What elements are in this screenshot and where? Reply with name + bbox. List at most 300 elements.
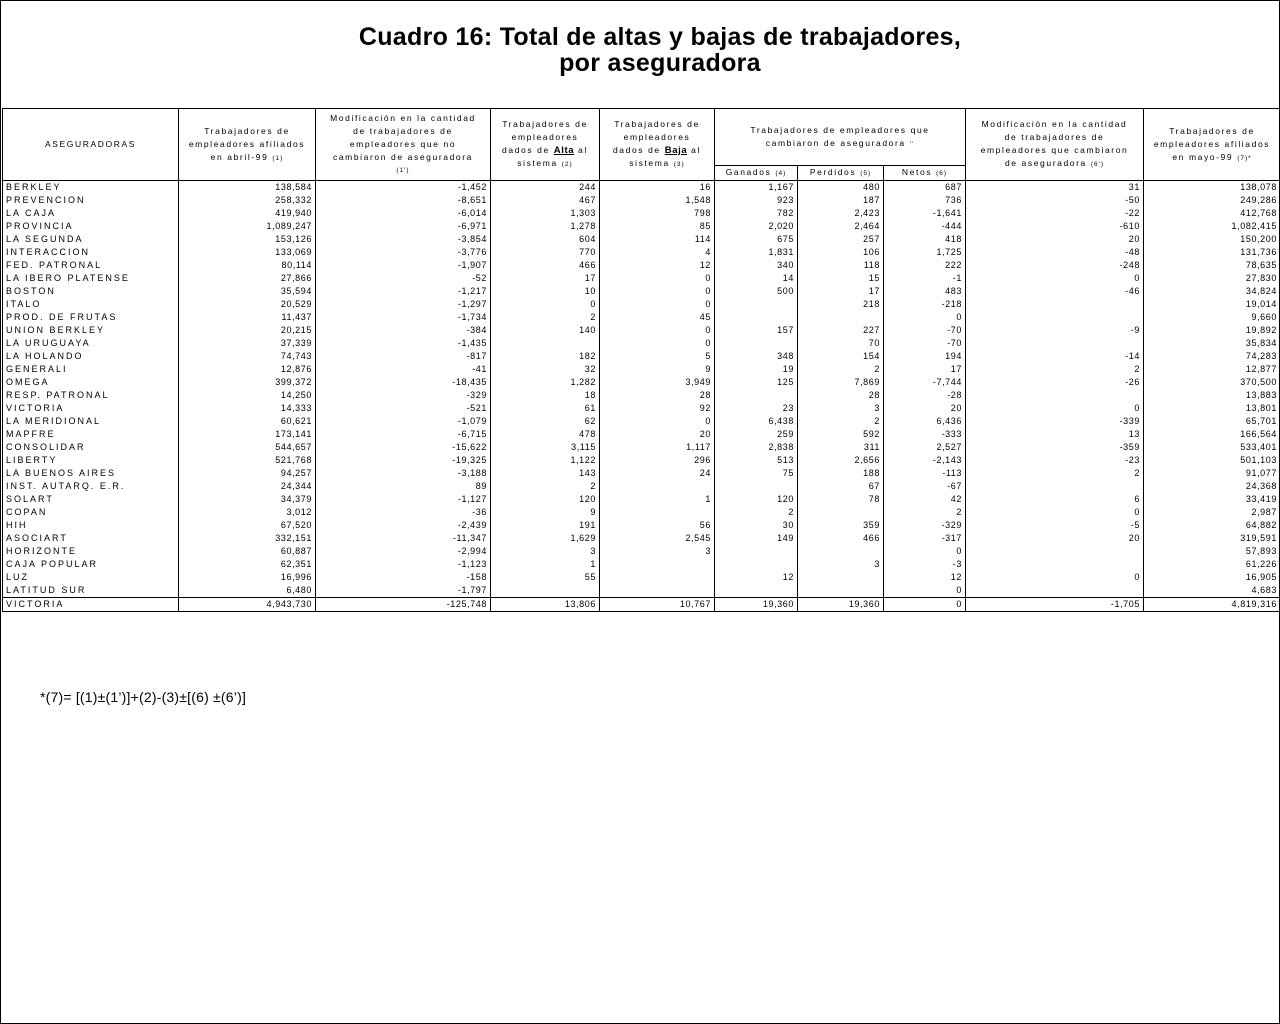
table-row [3,428,1280,441]
aseguradora-name: HORIZONTE [3,545,179,558]
header-group-text: cambiaron de aseguradora [765,137,906,148]
table-cell: 78 [798,493,884,506]
table-cell: 9 [600,363,715,376]
table-row [3,506,1280,519]
aseguradora-name: ITALO [3,298,179,311]
table-cell [715,298,798,311]
table-cell: 3 [491,545,600,558]
table-cell: 31 [966,181,1144,195]
table-cell: -8,651 [316,194,491,207]
table-cell: 1,303 [491,207,600,220]
aseguradora-name: LIBERTY [3,454,179,467]
table-cell: 1,629 [491,532,600,545]
table-cell: -1,907 [316,259,491,272]
table-row [3,376,1280,389]
table-cell: -1,079 [316,415,491,428]
header-perdidos [798,166,884,181]
table-row [3,324,1280,337]
table-cell: 23 [715,402,798,415]
table-cell: 0 [966,506,1144,519]
table-cell [798,506,884,519]
table-cell: 2 [491,311,600,324]
table-cell: 412,768 [1144,207,1280,220]
header-col-1 [179,109,316,181]
header-aseguradoras: ASEGURADORAS [3,109,179,181]
table-cell: 32 [491,363,600,376]
table-cell: 154 [798,350,884,363]
table-cell: 1,282 [491,376,600,389]
table-row [3,233,1280,246]
table-cell: -2,143 [884,454,966,467]
table-row [3,454,1280,467]
table-cell: 2 [966,363,1144,376]
table-cell: 182 [491,350,600,363]
table-cell: 55 [491,571,600,584]
table-cell: 28 [600,389,715,402]
header-col-9-line: empleadores afiliados [1153,138,1271,149]
header-col-9-text: en mayo-99 [1172,151,1234,162]
table-cell: 3,115 [491,441,600,454]
table-cell: 3,012 [179,506,316,519]
table-cell: 61,226 [1144,558,1280,571]
table-cell: -444 [884,220,966,233]
table-cell [798,584,884,598]
table-cell: 20,215 [179,324,316,337]
table-cell: 2 [491,480,600,493]
table-cell: 19,360 [715,598,798,612]
table-cell: 296 [600,454,715,467]
table-cell: 60,887 [179,545,316,558]
table-cell: 12 [884,571,966,584]
table-cell: 13 [966,428,1144,441]
table-cell: 258,332 [179,194,316,207]
header-col-4-text: al [691,145,701,155]
table-cell [600,571,715,584]
table-cell [715,584,798,598]
table-cell: 20 [600,428,715,441]
header-col-1-text: en abril-99 [210,151,269,162]
table-cell: 17 [491,272,600,285]
table-cell: -1,123 [316,558,491,571]
table-cell: 359 [798,519,884,532]
table-cell: 3 [798,402,884,415]
table-cell [715,480,798,493]
header-col-2-line: de trabajadores de [353,126,453,136]
table-cell: -333 [884,428,966,441]
aseguradora-name: COPAN [3,506,179,519]
table-row [3,311,1280,324]
table-cell: 5 [600,350,715,363]
header-group-cambiaron [715,109,966,166]
header-col-3-line: Trabajadores de [502,119,588,129]
table-cell: 62,351 [179,558,316,571]
table-cell [600,558,715,571]
aseguradora-name: PROVINCIA [3,220,179,233]
table-cell: 332,151 [179,532,316,545]
table-cell: -7,744 [884,376,966,389]
table-cell [715,337,798,350]
table-cell [600,480,715,493]
header-ganados-text: Ganados [725,167,772,177]
aseguradora-name: LUZ [3,571,179,584]
header-netos [884,166,966,181]
table-cell: 319,591 [1144,532,1280,545]
table-cell: -67 [884,480,966,493]
table-cell: -1,641 [884,207,966,220]
table-cell: 17 [884,363,966,376]
table-cell: -3,776 [316,246,491,259]
table-cell: -817 [316,350,491,363]
table-cell: 1 [491,558,600,571]
table-cell: 30 [715,519,798,532]
table-cell: 7,869 [798,376,884,389]
table-cell: -329 [884,519,966,532]
aseguradora-name: UNION BERKLEY [3,324,179,337]
aseguradora-name: BERKLEY [3,181,179,195]
table-cell: 2,838 [715,441,798,454]
table-cell: 311 [798,441,884,454]
header-col-2 [316,109,491,181]
table-cell: -1,797 [316,584,491,598]
table-row [3,519,1280,532]
table-cell: 24 [600,467,715,480]
table-cell: 13,883 [1144,389,1280,402]
table-cell: 6 [966,493,1144,506]
table-cell: 0 [884,545,966,558]
aseguradora-name: ASOCIART [3,532,179,545]
formula-footnote: *(7)= [(1)±(1’)]+(2)-(3)±[(6) ±(6’)] [40,689,247,705]
table-cell [798,571,884,584]
header-col-2-line: cambiaron de aseguradora [333,152,473,162]
table-cell: 85 [600,220,715,233]
table-cell: 2,527 [884,441,966,454]
table-cell: 75 [715,467,798,480]
table-cell: 191 [491,519,600,532]
header-col-1-line: Trabajadores de [204,125,290,136]
table-cell: 14 [715,272,798,285]
table-row [3,480,1280,493]
table-cell: 14,333 [179,402,316,415]
table-cell: -329 [316,389,491,402]
header-col-4-text: sistema [629,158,670,168]
table-row [3,571,1280,584]
table-cell: 259 [715,428,798,441]
table-cell: 6,438 [715,415,798,428]
table-cell: 12,876 [179,363,316,376]
table-cell: 24,344 [179,480,316,493]
table-cell: -26 [966,376,1144,389]
header-col-8-line [966,157,1143,171]
table-row [3,467,1280,480]
table-cell [966,311,1144,324]
table-cell: 89 [316,480,491,493]
table-cell: 20 [966,532,1144,545]
table-cell: 91,077 [1144,467,1280,480]
header-col-8-text: de aseguradora [1004,158,1087,168]
header-col-1-ref: (1) [272,154,284,162]
table-cell: 16 [600,181,715,195]
table-cell: 28 [798,389,884,402]
header-col-2-ref: (1') [396,167,410,174]
table-cell: 2 [798,363,884,376]
table-cell: 0 [600,337,715,350]
header-group-line [715,137,965,151]
table-cell: -11,347 [316,532,491,545]
table-cell: -1,217 [316,285,491,298]
aseguradora-name: LA BUENOS AIRES [3,467,179,480]
table-cell: 340 [715,259,798,272]
header-alta-keyword: Alta [553,145,575,156]
table-cell: 687 [884,181,966,195]
table-cell: 33,419 [1144,493,1280,506]
table-cell: 61 [491,402,600,415]
aseguradora-name: INTERACCION [3,246,179,259]
table-cell: 56 [600,519,715,532]
table-cell: 0 [966,272,1144,285]
table-cell: -1,297 [316,298,491,311]
table-cell: 150,200 [1144,233,1280,246]
table-cell: -3 [884,558,966,571]
table-cell: -2,439 [316,519,491,532]
table-cell [966,389,1144,402]
table-cell: 19,014 [1144,298,1280,311]
table-cell: 604 [491,233,600,246]
table-cell [966,337,1144,350]
table-cell: 118 [798,259,884,272]
table-cell: -317 [884,532,966,545]
header-col-4 [600,109,715,181]
table-cell: 399,372 [179,376,316,389]
header-col-8-ref: (6') [1090,161,1105,168]
table-cell: 480 [798,181,884,195]
table-cell: 20 [966,233,1144,246]
header-ganados-ref: (4) [775,170,787,177]
table-cell: 0 [600,285,715,298]
header-col-2-line: Modificación en la cantidad [330,113,476,123]
table-cell [715,545,798,558]
table-cell: 4 [600,246,715,259]
table-cell: 13,806 [491,598,600,612]
header-col-4-ref: (3) [673,161,685,168]
header-col-8-line: de trabajadores de [1004,132,1105,142]
table-row [3,181,1280,195]
header-col-3-text: dados de [502,145,550,155]
table-cell: 1,725 [884,246,966,259]
table-cell: 257 [798,233,884,246]
table-row [3,259,1280,272]
table-cell [966,558,1144,571]
data-table [2,108,1280,612]
table-body [3,181,1280,612]
aseguradora-name: PROD. DE FRUTAS [3,311,179,324]
table-cell: 114 [600,233,715,246]
header-perdidos-ref: (5) [860,170,872,177]
table-cell: 153,126 [179,233,316,246]
table-cell: -6,014 [316,207,491,220]
table-cell: -52 [316,272,491,285]
table-row [3,285,1280,298]
table-cell: 17 [798,285,884,298]
table-cell: 19,360 [798,598,884,612]
table-cell: 3,949 [600,376,715,389]
table-row [3,220,1280,233]
table-cell: 1,278 [491,220,600,233]
table-cell: -14 [966,350,1144,363]
table-cell: 466 [798,532,884,545]
table-row [3,532,1280,545]
table-cell: 675 [715,233,798,246]
table-row [3,441,1280,454]
table-cell: -248 [966,259,1144,272]
table-cell: 0 [884,584,966,598]
table-cell: 60,621 [179,415,316,428]
table-cell [798,545,884,558]
table-cell: 125 [715,376,798,389]
table-cell: 4,683 [1144,584,1280,598]
aseguradora-name: LA URUGUAYA [3,337,179,350]
table-cell: 78,635 [1144,259,1280,272]
table-cell: -15,622 [316,441,491,454]
table-cell: 19,892 [1144,324,1280,337]
table-cell [600,506,715,519]
table-cell: 42 [884,493,966,506]
header-col-4-line [600,157,714,171]
header-col-4-text: dados de [612,145,661,155]
table-cell: 94,257 [179,467,316,480]
header-col-9-line: Trabajadores de [1169,125,1255,136]
table-cell: 2,020 [715,220,798,233]
header-col-8-line: Modificación en la cantidad [981,119,1128,129]
aseguradora-name: LA SEGUNDA [3,233,179,246]
table-cell: 173,141 [179,428,316,441]
table-cell: 62 [491,415,600,428]
table-cell: 0 [884,311,966,324]
header-col-2-line: empleadores que no [349,139,457,149]
table-cell: -46 [966,285,1144,298]
aseguradora-name: INST. AUTARQ. E.R. [3,480,179,493]
table-cell: 131,736 [1144,246,1280,259]
table-cell: 37,339 [179,337,316,350]
total-row [3,598,1280,612]
table-cell: 10,767 [600,598,715,612]
header-col-3-line [491,144,599,157]
table-cell: 194 [884,350,966,363]
table-cell: -113 [884,467,966,480]
table-cell: 736 [884,194,966,207]
table-cell [491,584,600,598]
table-cell: 120 [715,493,798,506]
table-cell: 0 [966,571,1144,584]
aseguradora-name: LA CAJA [3,207,179,220]
aseguradora-name: FED. PATRONAL [3,259,179,272]
table-cell: 13,801 [1144,402,1280,415]
aseguradora-name: VICTORIA [3,402,179,415]
table-cell: -384 [316,324,491,337]
table-cell [715,311,798,324]
table-cell: -6,715 [316,428,491,441]
aseguradora-name: LA HOLANDO [3,350,179,363]
table-cell: -18,435 [316,376,491,389]
aseguradora-name: CAJA POPULAR [3,558,179,571]
table-cell: 544,657 [179,441,316,454]
table-cell: 2,656 [798,454,884,467]
table-cell: 4,943,730 [179,598,316,612]
table-cell: 133,069 [179,246,316,259]
table-cell: -1,127 [316,493,491,506]
aseguradora-name: LA IBERO PLATENSE [3,272,179,285]
table-cell: 1,548 [600,194,715,207]
table-row [3,493,1280,506]
header-baja-keyword: Baja [664,145,688,156]
table-cell: 2,987 [1144,506,1280,519]
table-cell: 140 [491,324,600,337]
table-cell: 0 [884,598,966,612]
table-cell: 106 [798,246,884,259]
header-col-3-line: empleadores [511,132,579,142]
table-cell: 1,831 [715,246,798,259]
table-cell: 20,529 [179,298,316,311]
table-cell: 120 [491,493,600,506]
table-cell: -521 [316,402,491,415]
table-cell: 244 [491,181,600,195]
header-col-3-text: al [578,145,588,155]
table-cell: 483 [884,285,966,298]
table-cell: 57,893 [1144,545,1280,558]
table-cell: 1,122 [491,454,600,467]
aseguradora-name: HIH [3,519,179,532]
table-row [3,207,1280,220]
table-cell [715,389,798,402]
table-cell: -36 [316,506,491,519]
table-cell: 2 [715,506,798,519]
table-cell: 166,564 [1144,428,1280,441]
table-row [3,545,1280,558]
table-cell: 12 [600,259,715,272]
table-row [3,246,1280,259]
table-cell: 0 [600,324,715,337]
table-cell: 1 [600,493,715,506]
table-cell: -23 [966,454,1144,467]
table-cell: -1,435 [316,337,491,350]
table-cell: 3 [798,558,884,571]
table-cell: 20 [884,402,966,415]
header-netos-ref: (6) [936,170,948,177]
table-cell: 466 [491,259,600,272]
table-cell: 0 [600,272,715,285]
table-cell: -1,452 [316,181,491,195]
table-cell: 370,500 [1144,376,1280,389]
header-col-9-ref: (7)* [1237,154,1252,162]
table-cell: -48 [966,246,1144,259]
table-cell: 1,167 [715,181,798,195]
aseguradora-name: LATITUD SUR [3,584,179,598]
header-group-line: Trabajadores de empleadores que [750,124,930,135]
table-cell: -359 [966,441,1144,454]
table-cell: 70 [798,337,884,350]
table-cell: -125,748 [316,598,491,612]
table-cell: 222 [884,259,966,272]
table-cell: 80,114 [179,259,316,272]
table-cell: 24,368 [1144,480,1280,493]
table-cell: 478 [491,428,600,441]
header-col-4-line: empleadores [623,132,691,142]
aseguradora-name: SOLART [3,493,179,506]
table-cell: 16,996 [179,571,316,584]
table-cell: 249,286 [1144,194,1280,207]
table-cell: 2,545 [600,532,715,545]
table-cell [600,584,715,598]
table-cell: 27,830 [1144,272,1280,285]
